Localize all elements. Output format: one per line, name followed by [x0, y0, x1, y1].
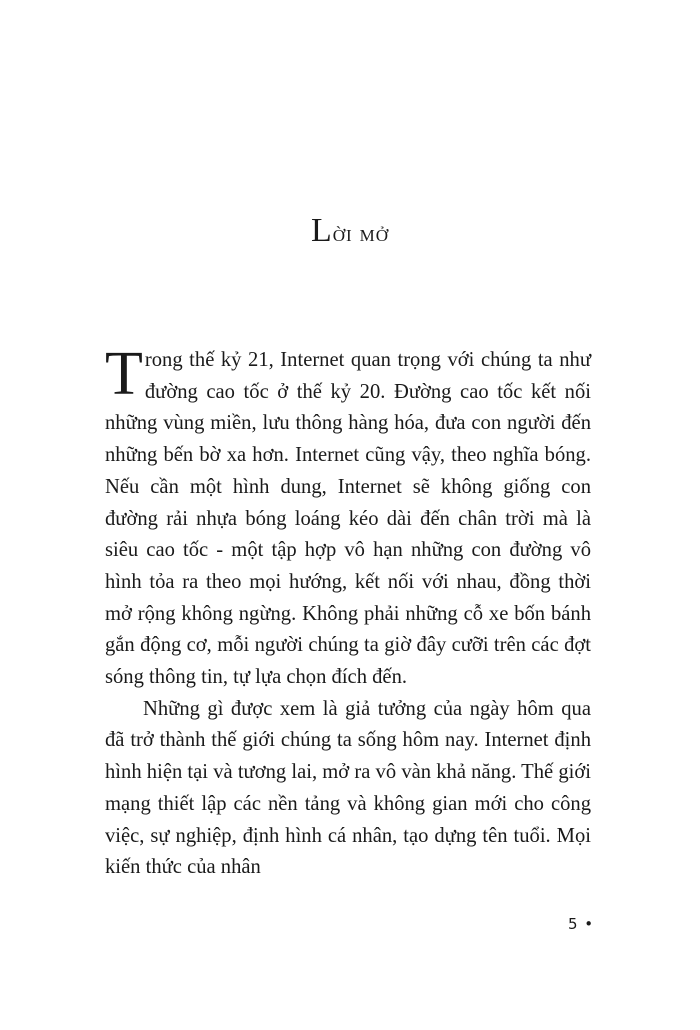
drop-cap: T: [105, 340, 143, 408]
chapter-title: [0, 212, 700, 250]
body-text: [105, 340, 591, 884]
page-number: 5 •: [568, 915, 595, 933]
paragraph-2: Những gì được xem là giả tưởng của ngày hôm qua đã trở thành thế giới chúng ta sống hôm nay. Internet định hình hiện tại và tương lai, mở ra vô vàn khả năng. Thế giới mạng thiết lập các nền tảng và không gian mới cho công việc, sự nghiệp, định hình cá nhân, tạo dựng tên tuổi. Mọi kiến thức của nhân: [105, 697, 591, 879]
paragraph-1: [105, 340, 591, 694]
chapter-title-first-letter: L: [310, 212, 333, 249]
chapter-title-rest: ời mở: [332, 221, 390, 247]
paragraph-1-text: rong thế kỷ 21, Internet quan trọng với chúng ta như đường cao tốc ở thế kỷ 20. Đường cao tốc kết nối những vùng miền, lưu thông hàng hóa, đưa con người đến những bến bờ xa hơn. Internet cũng vậy, theo nghĩa bóng. Nếu cần một hình dung, Internet sẽ không giống con đường rải nhựa bóng loáng kéo dài đến chân trời mà là siêu cao tốc - một tập hợp vô hạn những con đường vô hình tỏa ra theo mọi hướng, kết nối với nhau, đồng thời mở rộng không ngừng. Không phải những cỗ xe bốn bánh gắn động cơ, mỗi người chúng ta giờ đây cưỡi trên các đợt sóng thông tin, tự lựa chọn đích đến.: [105, 349, 591, 689]
